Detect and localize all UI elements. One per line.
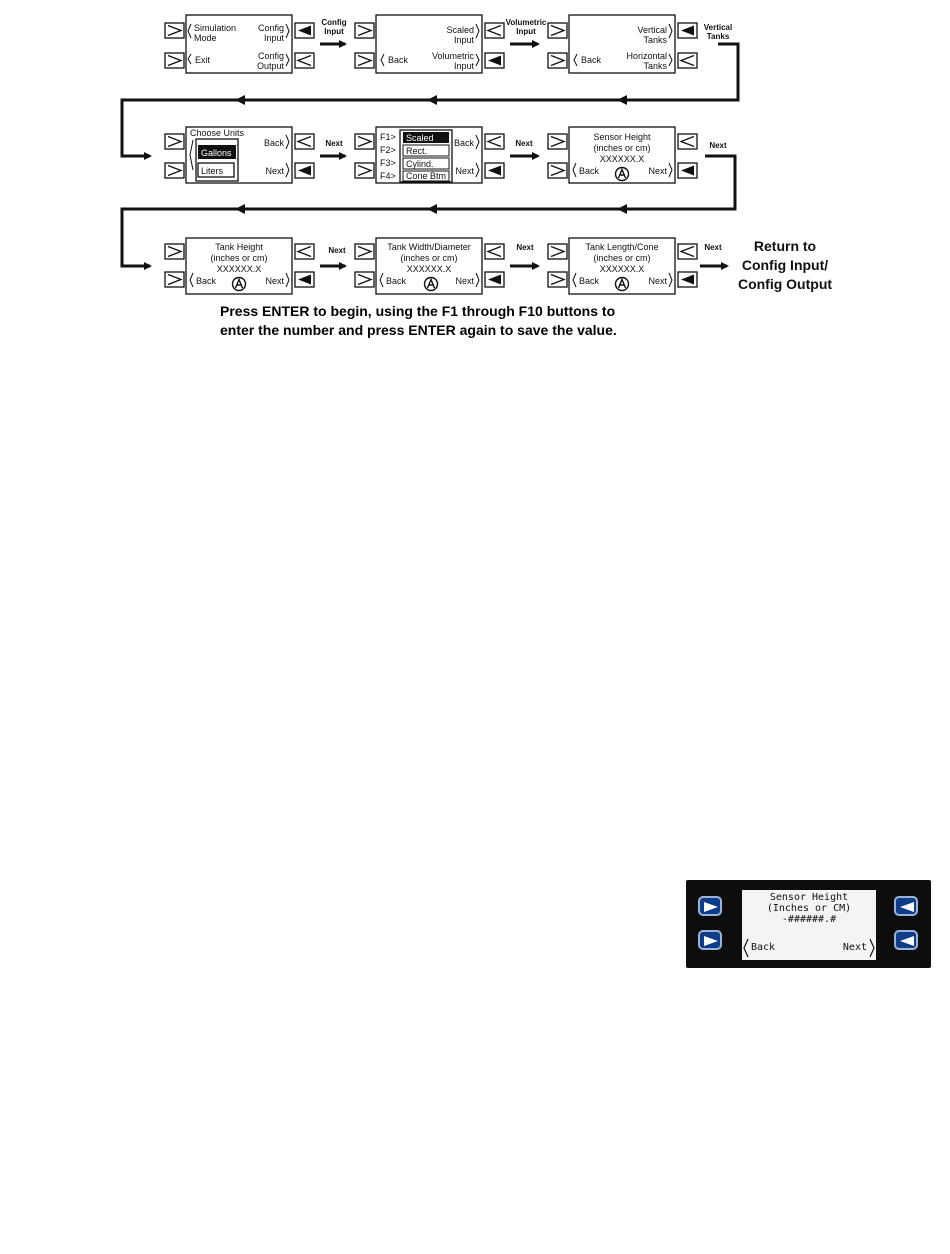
f-button-bottom-left[interactable] <box>698 930 722 950</box>
option-config-input: Config <box>257 23 284 33</box>
tank-height-title: Tank Height <box>215 242 263 252</box>
label-volumetric-input-2: Input <box>516 27 536 36</box>
tank-width-units: (inches or cm) <box>400 253 458 263</box>
option-gallons: Gallons <box>201 148 232 158</box>
label-f3: F3> <box>380 158 396 168</box>
lcd-title: Sensor Height <box>769 892 849 903</box>
f-button-top-left[interactable] <box>698 896 722 916</box>
option-back: Back <box>579 276 600 286</box>
enter-a-icon <box>425 278 438 291</box>
right-arrow-icon <box>703 935 719 947</box>
option-config-input-2: Input <box>263 33 284 43</box>
menu-flow-diagram <box>0 0 950 345</box>
enter-a-icon <box>616 278 629 291</box>
option-volumetric-input-2: Input <box>453 61 474 71</box>
lcd-value: -######.# <box>781 914 837 925</box>
option-exit: Exit <box>195 55 211 65</box>
right-arrow-icon <box>703 901 719 913</box>
option-back: Back <box>196 276 217 286</box>
screen-choose-units <box>165 127 314 183</box>
screen-sensor-height <box>548 127 697 183</box>
option-next: Next <box>648 166 667 176</box>
enter-a-icon <box>616 168 629 181</box>
label-volumetric-input: Volumetric <box>505 18 547 27</box>
option-back: Back <box>386 276 407 286</box>
option-back: Back <box>263 138 284 148</box>
tank-length-value: XXXXXX.X <box>599 264 645 274</box>
label-config-input: Config <box>321 18 347 27</box>
screen-tank-length <box>548 238 697 294</box>
screen-volumetric <box>548 15 697 73</box>
option-cylind: Cylind. <box>406 159 434 169</box>
option-back: Back <box>388 55 409 65</box>
option-scaled-input-2: Input <box>453 35 474 45</box>
option-config-output: Config <box>257 51 284 61</box>
label-next: Next <box>515 139 533 148</box>
lcd-right-bracket-icon <box>868 938 876 958</box>
option-back: Back <box>579 166 600 176</box>
lcd-left-bracket-icon <box>742 938 750 958</box>
option-next: Next <box>455 166 474 176</box>
enter-a-icon <box>233 278 246 291</box>
option-config-output-2: Output <box>256 61 284 71</box>
tank-length-title: Tank Length/Cone <box>585 242 659 252</box>
option-simulation-mode-2: Mode <box>194 33 217 43</box>
instruction-note <box>220 302 860 340</box>
screen-main-menu <box>165 15 314 73</box>
label-f1: F1> <box>380 132 396 142</box>
option-next: Next <box>648 276 667 286</box>
label-f2: F2> <box>380 145 396 155</box>
option-next: Next <box>455 276 474 286</box>
sensor-height-value: XXXXXX.X <box>599 154 645 164</box>
label-vertical-tanks-2: Tanks <box>706 32 730 41</box>
instruction-line2: enter the number and press ENTER again to save the value. <box>220 322 617 338</box>
tank-height-value: XXXXXX.X <box>216 264 262 274</box>
return-label-line1: Return to <box>753 238 817 254</box>
label-next: Next <box>328 246 346 255</box>
option-horizontal-tanks-2: Tanks <box>643 61 667 71</box>
sensor-height-title: Sensor Height <box>593 132 651 142</box>
label-vertical-tanks: Vertical <box>703 23 733 32</box>
left-arrow-icon <box>899 935 915 947</box>
instruction-line1: Press ENTER to begin, using the F1 through F10 buttons to <box>220 303 616 319</box>
choose-units-title: Choose Units <box>190 128 245 138</box>
label-next: Next <box>709 141 727 150</box>
lcd-next: Next <box>842 942 867 953</box>
tank-length-units: (inches or cm) <box>593 253 651 263</box>
return-label-line2: Config Input/ <box>741 257 829 273</box>
tank-height-units: (inches or cm) <box>210 253 268 263</box>
label-next: Next <box>516 243 534 252</box>
tank-width-value: XXXXXX.X <box>406 264 452 274</box>
option-next: Next <box>265 166 284 176</box>
option-next: Next <box>265 276 284 286</box>
option-liters: Liters <box>201 166 224 176</box>
return-label-line3: Config Output <box>737 276 833 292</box>
lcd-back: Back <box>751 942 776 953</box>
option-horizontal-tanks: Horizontal <box>626 51 667 61</box>
lcd-screen <box>742 890 876 960</box>
tank-width-title: Tank Width/Diameter <box>387 242 471 252</box>
option-vertical-tanks: Vertical <box>637 25 667 35</box>
f-button-top-right[interactable] <box>894 896 918 916</box>
label-f4: F4> <box>380 171 396 181</box>
label-next: Next <box>704 243 722 252</box>
option-rect: Rect. <box>406 146 428 156</box>
f-button-bottom-right[interactable] <box>894 930 918 950</box>
option-back: Back <box>453 138 474 148</box>
option-volumetric-input: Volumetric <box>431 51 474 61</box>
option-back: Back <box>581 55 602 65</box>
screen-tank-height <box>165 238 314 294</box>
sensor-height-units: (inches or cm) <box>593 143 651 153</box>
label-next: Next <box>325 139 343 148</box>
option-scaled-input: Scaled <box>446 25 474 35</box>
left-arrow-icon <box>899 901 915 913</box>
label-config-input-2: Input <box>324 27 344 36</box>
option-scaled: Scaled <box>406 133 434 143</box>
option-cone-btm: Cone Btm <box>406 171 447 181</box>
display-panel-photo <box>686 880 931 968</box>
lcd-units: (Inches or CM) <box>766 903 852 914</box>
option-simulation-mode: Simulation <box>194 23 237 33</box>
screen-tank-width <box>355 238 504 294</box>
screen-tank-shape <box>355 127 504 183</box>
option-vertical-tanks-2: Tanks <box>643 35 667 45</box>
screen-config-input <box>355 15 504 73</box>
